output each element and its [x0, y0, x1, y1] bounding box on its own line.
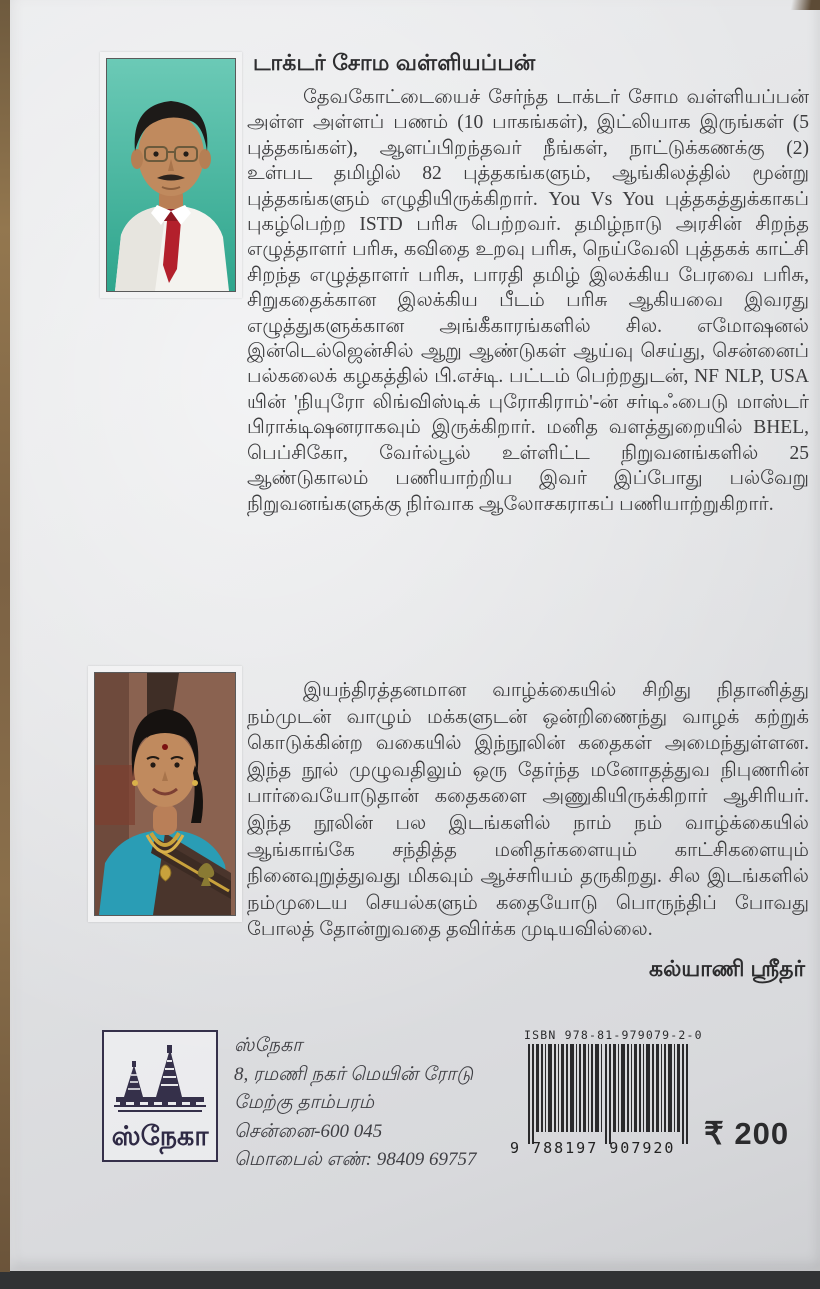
address-line-1: 8, ரமணி நகர் மெயின் ரோடு	[234, 1063, 474, 1085]
reviewer-portrait-image	[94, 672, 236, 916]
publisher-logo-text: ஸ்நேகா	[111, 1121, 209, 1151]
publisher-phone: மொபைல் எண்: 98409 69757	[234, 1149, 477, 1170]
barcode	[518, 1044, 700, 1148]
author-section	[247, 50, 809, 517]
review-section	[247, 678, 809, 985]
publisher-address	[234, 1032, 524, 1175]
publisher-logo	[102, 1030, 218, 1162]
reviewer-photo	[88, 666, 242, 922]
reviewer-signature: கல்யாணி ஸ்ரீதர்	[649, 955, 805, 981]
review-paragraph: இயந்திரத்தனமான வாழ்க்கையில் சிறிது நிதானித்து நம்முடன் வாழும் மக்களுடன் ஒன்றிணைந்து வாழக் கற்றுக் கொடுக்கின்ற வகையில் இந்நூலின் கதைகள் அமைந்துள்ளன. இந்த நூல் முழுவதிலும் ஒரு தேர்ந்த மனோதத்துவ நிபுணரின் பார்வையோடுதான் கதைகளை அணுகியிருக்கிறார் ஆசிரியர். இந்த நூலின் பல இடங்களில் நாம் நம் வாழ்க்கையில் ஆங்காங்கே சந்தித்த மனிதர்களையும் காட்சிகளையும் நினைவுறுத்துவது மிகவும் ஆச்சரியம் தருகிறது. சில இடங்களில் நம்முடைய செயல்களும் கதையோடு பொருந்திப் போவது போலத் தோன்றுவதை தவிர்க்க முடியவில்லை.	[247, 680, 809, 941]
author-photo	[100, 52, 242, 298]
author-name-heading: டாக்டர் சோம வள்ளியப்பன்	[253, 50, 536, 75]
table-edge	[0, 0, 10, 1272]
publisher-name: ஸ்நேகா	[234, 1035, 303, 1056]
book-back-cover	[10, 0, 820, 1271]
temple-icon	[112, 1045, 208, 1123]
author-portrait-image	[106, 58, 236, 292]
isbn-label: ISBN 978-81-979079-2-0	[524, 1028, 703, 1042]
barcode-digits: 9 788197 907920	[510, 1139, 676, 1157]
address-line-2: மேற்கு தாம்பரம்	[234, 1092, 375, 1113]
author-bio-paragraph: தேவகோட்டையைச் சேர்ந்த டாக்டர் சோம வள்ளியப்பன் அள்ள அள்ளப் பணம் (10 பாகங்கள்), இட்லியாக இருங்கள் (5 புத்தகங்கள்), ஆளப்பிறந்தவர் நீங்கள், நாட்டுக்கணக்கு (2) உள்பட தமிழில் 82 புத்தகங்களும், ஆங்கிலத்தில் மூன்று புத்தகங்களும் எழுதியிருக்கிறார். You Vs You புத்தகத்துக்காகப் புகழ்பெற்ற ISTD பரிசு பெற்றவர். தமிழ்நாடு அரசின் சிறந்த எழுத்தாளர் பரிசு, கவிதை உறவு பரிசு, நெய்வேலி புத்தகக் காட்சி சிறந்த எழுத்தாளர் பரிசு, பாரதி தமிழ் இலக்கிய பேரவை பரிசு, சிறுகதைக்கான இலக்கிய பீடம் பரிசு ஆகியவை இவரது எழுத்துகளுக்கான அங்கீகாரங்களில் சில. எமோஷனல் இன்டெல்ஜென்சில் ஆறு ஆண்டுகள் ஆய்வு செய்து, சென்னைப் பல்கலைக் கழகத்தில் பி.எச்டி. பட்டம் பெற்றதுடன், NF NLP, USA யின் 'நியுரோ லிங்விஸ்டிக் புரோகிராம்'-ன் சர்டிஃபைடு மாஸ்டர் பிராக்டிஷனராகவும் இருக்கிறார். மனித வளத்துறையில் BHEL, பெப்சிகோ, வேர்ல்பூல் உள்ளிட்ட நிறுவனங்களில் 25 ஆண்டுகாலம் பணியாற்றிய இவர் இப்போது பல்வேறு நிறுவனங்களுக்கு நிர்வாக ஆலோசகராகப் பணியாற்றுகிறார்.	[247, 87, 809, 515]
isbn-block	[510, 1028, 718, 1157]
price-label: ₹ 200	[704, 1116, 790, 1151]
background-corner	[756, 0, 820, 10]
address-line-3: சென்னை-600 045	[234, 1120, 383, 1142]
